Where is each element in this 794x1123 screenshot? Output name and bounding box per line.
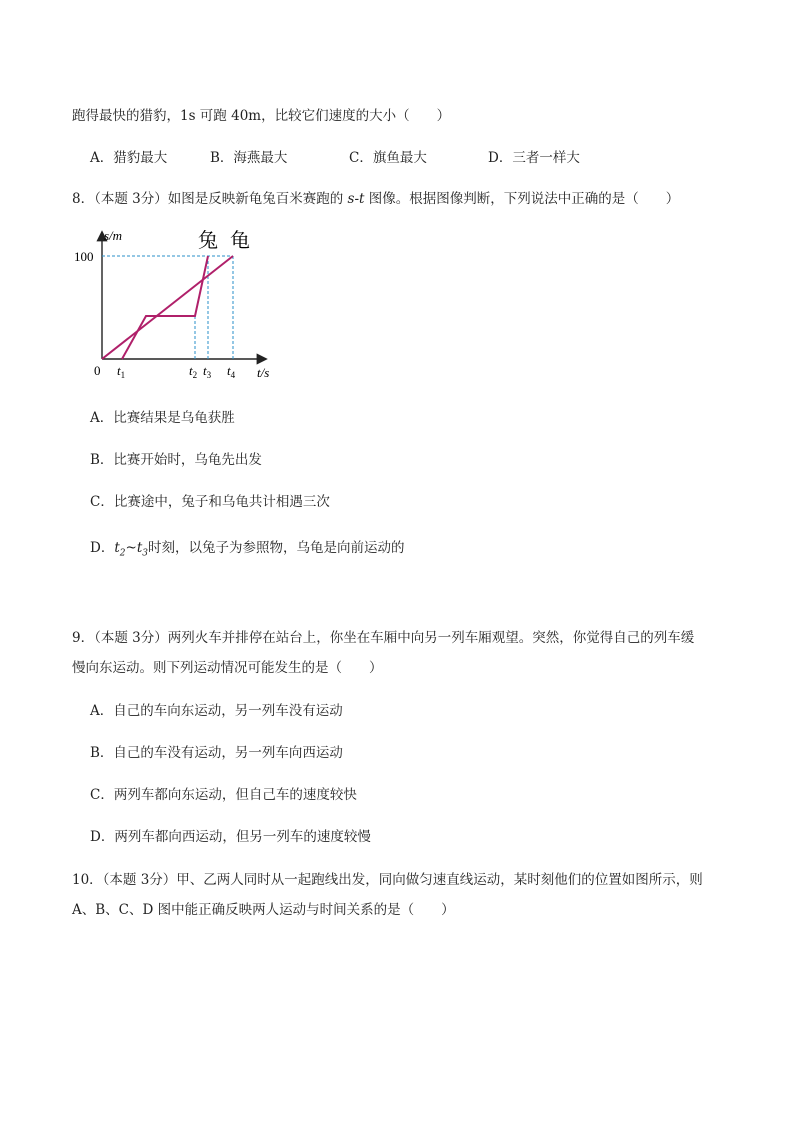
t4-label: $t_4$: [227, 363, 236, 380]
q8-stem-var: s-t: [347, 191, 365, 207]
t3-label: $t_3$: [203, 363, 212, 380]
q8-option-a: A．比赛结果是乌龟获胜: [90, 410, 235, 426]
q8-option-b: B．比赛开始时，乌龟先出发: [90, 452, 262, 468]
q9-option-a: A．自己的车向东运动，另一列车没有运动: [90, 703, 343, 719]
t2-sub: 2: [192, 370, 198, 380]
q7-option-a: A．猎豹最大: [90, 150, 168, 166]
t4-sub: 4: [230, 370, 236, 380]
q8-stem-post: 图像。根据图像判断，下列说法中正确的是（ ）: [364, 191, 680, 207]
st-graph: [70, 225, 280, 385]
q8-stem: [72, 187, 679, 207]
rabbit-label: 兔: [198, 230, 218, 252]
y-tick-100: 100: [74, 249, 94, 264]
y-axis-label: s/m: [104, 228, 123, 243]
q8-option-d-t3-sub: 3: [142, 548, 148, 559]
t3-sub: 3: [206, 370, 212, 380]
q9-stem-line2: 慢向东运动。则下列运动情况可能发生的是（ ）: [72, 660, 383, 676]
q8-option-d-t2-sub: 2: [119, 548, 126, 559]
q9-option-c: C．两列车都向东运动，但自己车的速度较快: [90, 787, 357, 803]
q8-option-d-t2: $t_2$: [114, 540, 126, 559]
q10-stem-line1: 10．（本题 3分）甲、乙两人同时从一起跑线出发，同向做匀速直线运动，某时刻他们的位置如图所示，则: [72, 872, 703, 888]
q7-stem: 跑得最快的猎豹，1s 可跑 40m，比较它们速度的大小（ ）: [72, 108, 451, 124]
q9-option-b: B．自己的车没有运动，另一列车向西运动: [90, 745, 343, 761]
q7-option-d: D．三者一样大: [488, 150, 580, 166]
q9-option-d: D．两列车都向西运动，但另一列车的速度较慢: [90, 829, 371, 845]
t1-sub: 1: [120, 370, 126, 380]
q7-option-b: B．海燕最大: [210, 150, 288, 166]
tortoise-label: 龟: [230, 230, 250, 252]
q8-option-d-t3: $t_3$: [136, 540, 148, 559]
t1-label: $t_1$: [117, 363, 126, 380]
x-axis-label: t/s: [257, 365, 270, 380]
t2-label: $t_2$: [189, 363, 198, 380]
origin-label: 0: [94, 363, 101, 378]
q9-stem-line1: 9．（本题 3分）两列火车并排停在站台上，你坐在车厢中向另一列车厢观望。突然，你觉得自己的列车缓: [72, 630, 695, 646]
q8-option-c: C．比赛途中，兔子和乌龟共计相遇三次: [90, 494, 330, 510]
q8-option-d: D．$t_2\sim t_3$时刻，以兔子为参照物，乌龟是向前运动的: [90, 540, 405, 559]
q7-option-c: C．旗鱼最大: [349, 150, 427, 166]
q8-stem-pre: 8．（本题 3分）如图是反映新龟兔百米赛跑的: [72, 191, 348, 207]
q10-stem-line2: A、B、C、D 图中能正确反映两人运动与时间关系的是（ ）: [72, 902, 455, 918]
tortoise-line: [102, 256, 233, 359]
q8-option-d-rest: 时刻，以兔子为参照物，乌龟是向前运动的: [147, 540, 405, 556]
q8-option-d-prefix: D．: [90, 540, 115, 556]
